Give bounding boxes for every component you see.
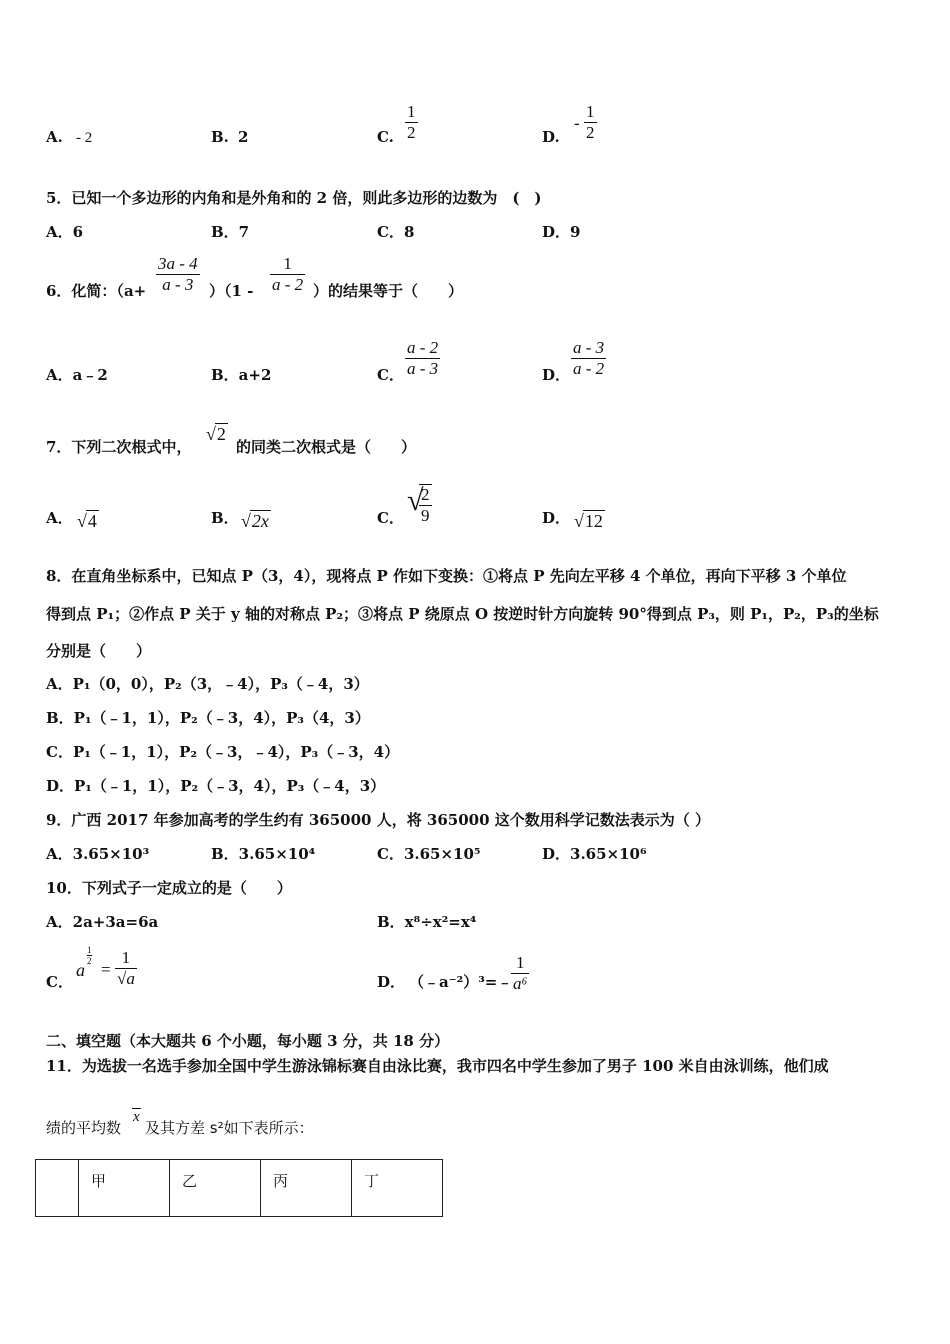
q5-question: 5．已知一个多边形的内角和是外角和的 2 倍，则此多边形的边数为 ( ) bbox=[46, 189, 542, 207]
q9-option-d: D．3.65×10⁶ bbox=[542, 845, 647, 863]
q7-option-c-label: C． bbox=[377, 509, 404, 527]
q10-option-d-label: D． bbox=[377, 973, 406, 991]
table-header-cell-empty bbox=[36, 1160, 79, 1217]
q10-option-c-exponent: 1 2 bbox=[87, 945, 92, 966]
q6-question-suffix: ）的结果等于（ ） bbox=[313, 282, 464, 300]
q4-option-d-label: D. bbox=[542, 128, 560, 146]
q8-question-line-2: 得到点 P₁；②作点 P 关于 y 轴的对称点 P₂；③将点 P 绕原点 O 按逆时针方向旋转 90°得到点 P₃，则 P₁，P₂，P₃的坐标 bbox=[46, 605, 879, 623]
q8-option-a: A．P₁（0，0），P₂（3，﹣4），P₃（﹣4，3） bbox=[46, 675, 369, 693]
q10-option-c-base: a bbox=[76, 960, 85, 980]
q6-option-d-fraction: $\frac{a - 3}{a - 2}$ bbox=[573, 338, 605, 378]
q4-option-b-value: 2 bbox=[238, 128, 249, 146]
q7-option-b-label: B． bbox=[211, 509, 239, 527]
q6-fraction-1: $\frac{3a - 4}{a - 3}$ bbox=[158, 254, 198, 294]
q10-option-b: B．x⁸÷x²=x⁴ bbox=[377, 913, 477, 931]
q10-option-c-label: C． bbox=[46, 973, 73, 991]
q4-option-a-value: - 2 bbox=[76, 130, 93, 146]
q10-option-d-text: （﹣a⁻²）³=﹣ bbox=[409, 973, 513, 991]
q9-option-a: A．3.65×10³ bbox=[46, 845, 150, 863]
q5-option-d: D．9 bbox=[542, 223, 581, 241]
section-2-title: 二、填空题（本大题共 6 个小题，每小题 3 分，共 18 分） bbox=[46, 1032, 450, 1050]
score-table-header-row bbox=[36, 1160, 443, 1217]
q6-option-a: A．a﹣2 bbox=[46, 366, 108, 384]
q10-option-c-fraction: $\frac{1}{√a}$ bbox=[117, 948, 135, 988]
q11-question-line-1: 11．为选拔一名选手参加全国中学生游泳锦标赛自由泳比赛，我市四名中学生参加了男子 100 米自由泳训练，他们成 bbox=[46, 1057, 829, 1075]
q7-option-d-label: D． bbox=[542, 509, 571, 527]
q8-question-line-1: 8．在直角坐标系中，已知点 P（3，4），现将点 P 作如下变换：①将点 P 先向左平移 4 个单位，再向下平移 3 个单位 bbox=[46, 567, 847, 585]
q5-option-a: A．6 bbox=[46, 223, 84, 241]
q6-option-c-label: C． bbox=[377, 366, 404, 384]
q9-option-c: C．3.65×10⁵ bbox=[377, 845, 481, 863]
q4-option-b-label: B. bbox=[211, 128, 229, 146]
q4-option-d-sign: - bbox=[574, 114, 580, 134]
q11-question-line-2-prefix: 绩的平均数 bbox=[46, 1119, 122, 1137]
q5-option-b: B．7 bbox=[211, 223, 250, 241]
q7-option-a-radical: √4 bbox=[77, 511, 97, 531]
q7-option-b-radical: √2x bbox=[241, 511, 269, 531]
q11-question-line-2-suffix: 及其方差 s²如下表所示： bbox=[145, 1119, 314, 1137]
q6-option-d-label: D． bbox=[542, 366, 571, 384]
table-header-cell-ding: 丁 bbox=[352, 1160, 443, 1217]
q8-option-c: C．P₁（﹣1，1），P₂（﹣3，﹣4），P₃（﹣3，4） bbox=[46, 743, 400, 761]
q7-question-prefix: 7．下列二次根式中， bbox=[46, 438, 192, 456]
q8-option-b: B．P₁（﹣1，1），P₂（﹣3，4），P₃（4，3） bbox=[46, 709, 370, 727]
q10-option-d-fraction: $\frac{1}{\text{a⁶}}$ bbox=[513, 953, 528, 993]
q7-option-c-root-sign: √ bbox=[407, 484, 424, 517]
q10-question: 10．下列式子一定成立的是（ ） bbox=[46, 879, 292, 897]
q9-option-b: B．3.65×10⁴ bbox=[211, 845, 316, 863]
q4-option-d-fraction: $\frac{1}{2}$ bbox=[586, 102, 595, 142]
q6-option-b: B．a+2 bbox=[211, 366, 272, 384]
q7-option-d-radical: √12 bbox=[574, 511, 603, 531]
score-table bbox=[35, 1159, 443, 1217]
table-header-cell-bing: 丙 bbox=[261, 1160, 352, 1217]
q7-option-c-fraction: $\frac{2}{9}$ bbox=[421, 485, 430, 525]
q8-option-d: D．P₁（﹣1，1），P₂（﹣3，4），P₃（﹣4，3） bbox=[46, 777, 386, 795]
q7-option-a-label: A． bbox=[46, 509, 73, 527]
q4-option-a-label: A. bbox=[46, 128, 63, 146]
table-header-cell-yi: 乙 bbox=[170, 1160, 261, 1217]
q8-question-line-3: 分别是（ ） bbox=[46, 642, 152, 660]
q7-question-suffix: 的同类二次根式是（ ） bbox=[236, 438, 417, 456]
q6-question-mid: ）（1 - bbox=[209, 282, 254, 300]
q4-option-c-label: C. bbox=[377, 128, 394, 146]
q7-sqrt-2: √2 bbox=[206, 424, 226, 444]
q10-option-a: A．2a+3a=6a bbox=[46, 913, 159, 931]
q4-option-c-fraction: $\frac{1}{2}$ bbox=[407, 102, 416, 142]
q10-option-c-equals: = bbox=[101, 960, 111, 979]
q6-fraction-2: $\frac{1}{a - 2}$ bbox=[272, 254, 304, 294]
q11-xbar-symbol: x bbox=[133, 1109, 140, 1125]
q6-question-prefix: 6．化简：（a+ bbox=[46, 282, 147, 300]
q9-question: 9．广西 2017 年参加高考的学生约有 365000 人，将 365000 这个数用科学记数法表示为（ ） bbox=[46, 811, 710, 829]
q5-option-c: C．8 bbox=[377, 223, 415, 241]
q6-option-c-fraction: $\frac{a - 2}{a - 3}$ bbox=[407, 338, 439, 378]
table-header-cell-jia: 甲 bbox=[79, 1160, 170, 1217]
